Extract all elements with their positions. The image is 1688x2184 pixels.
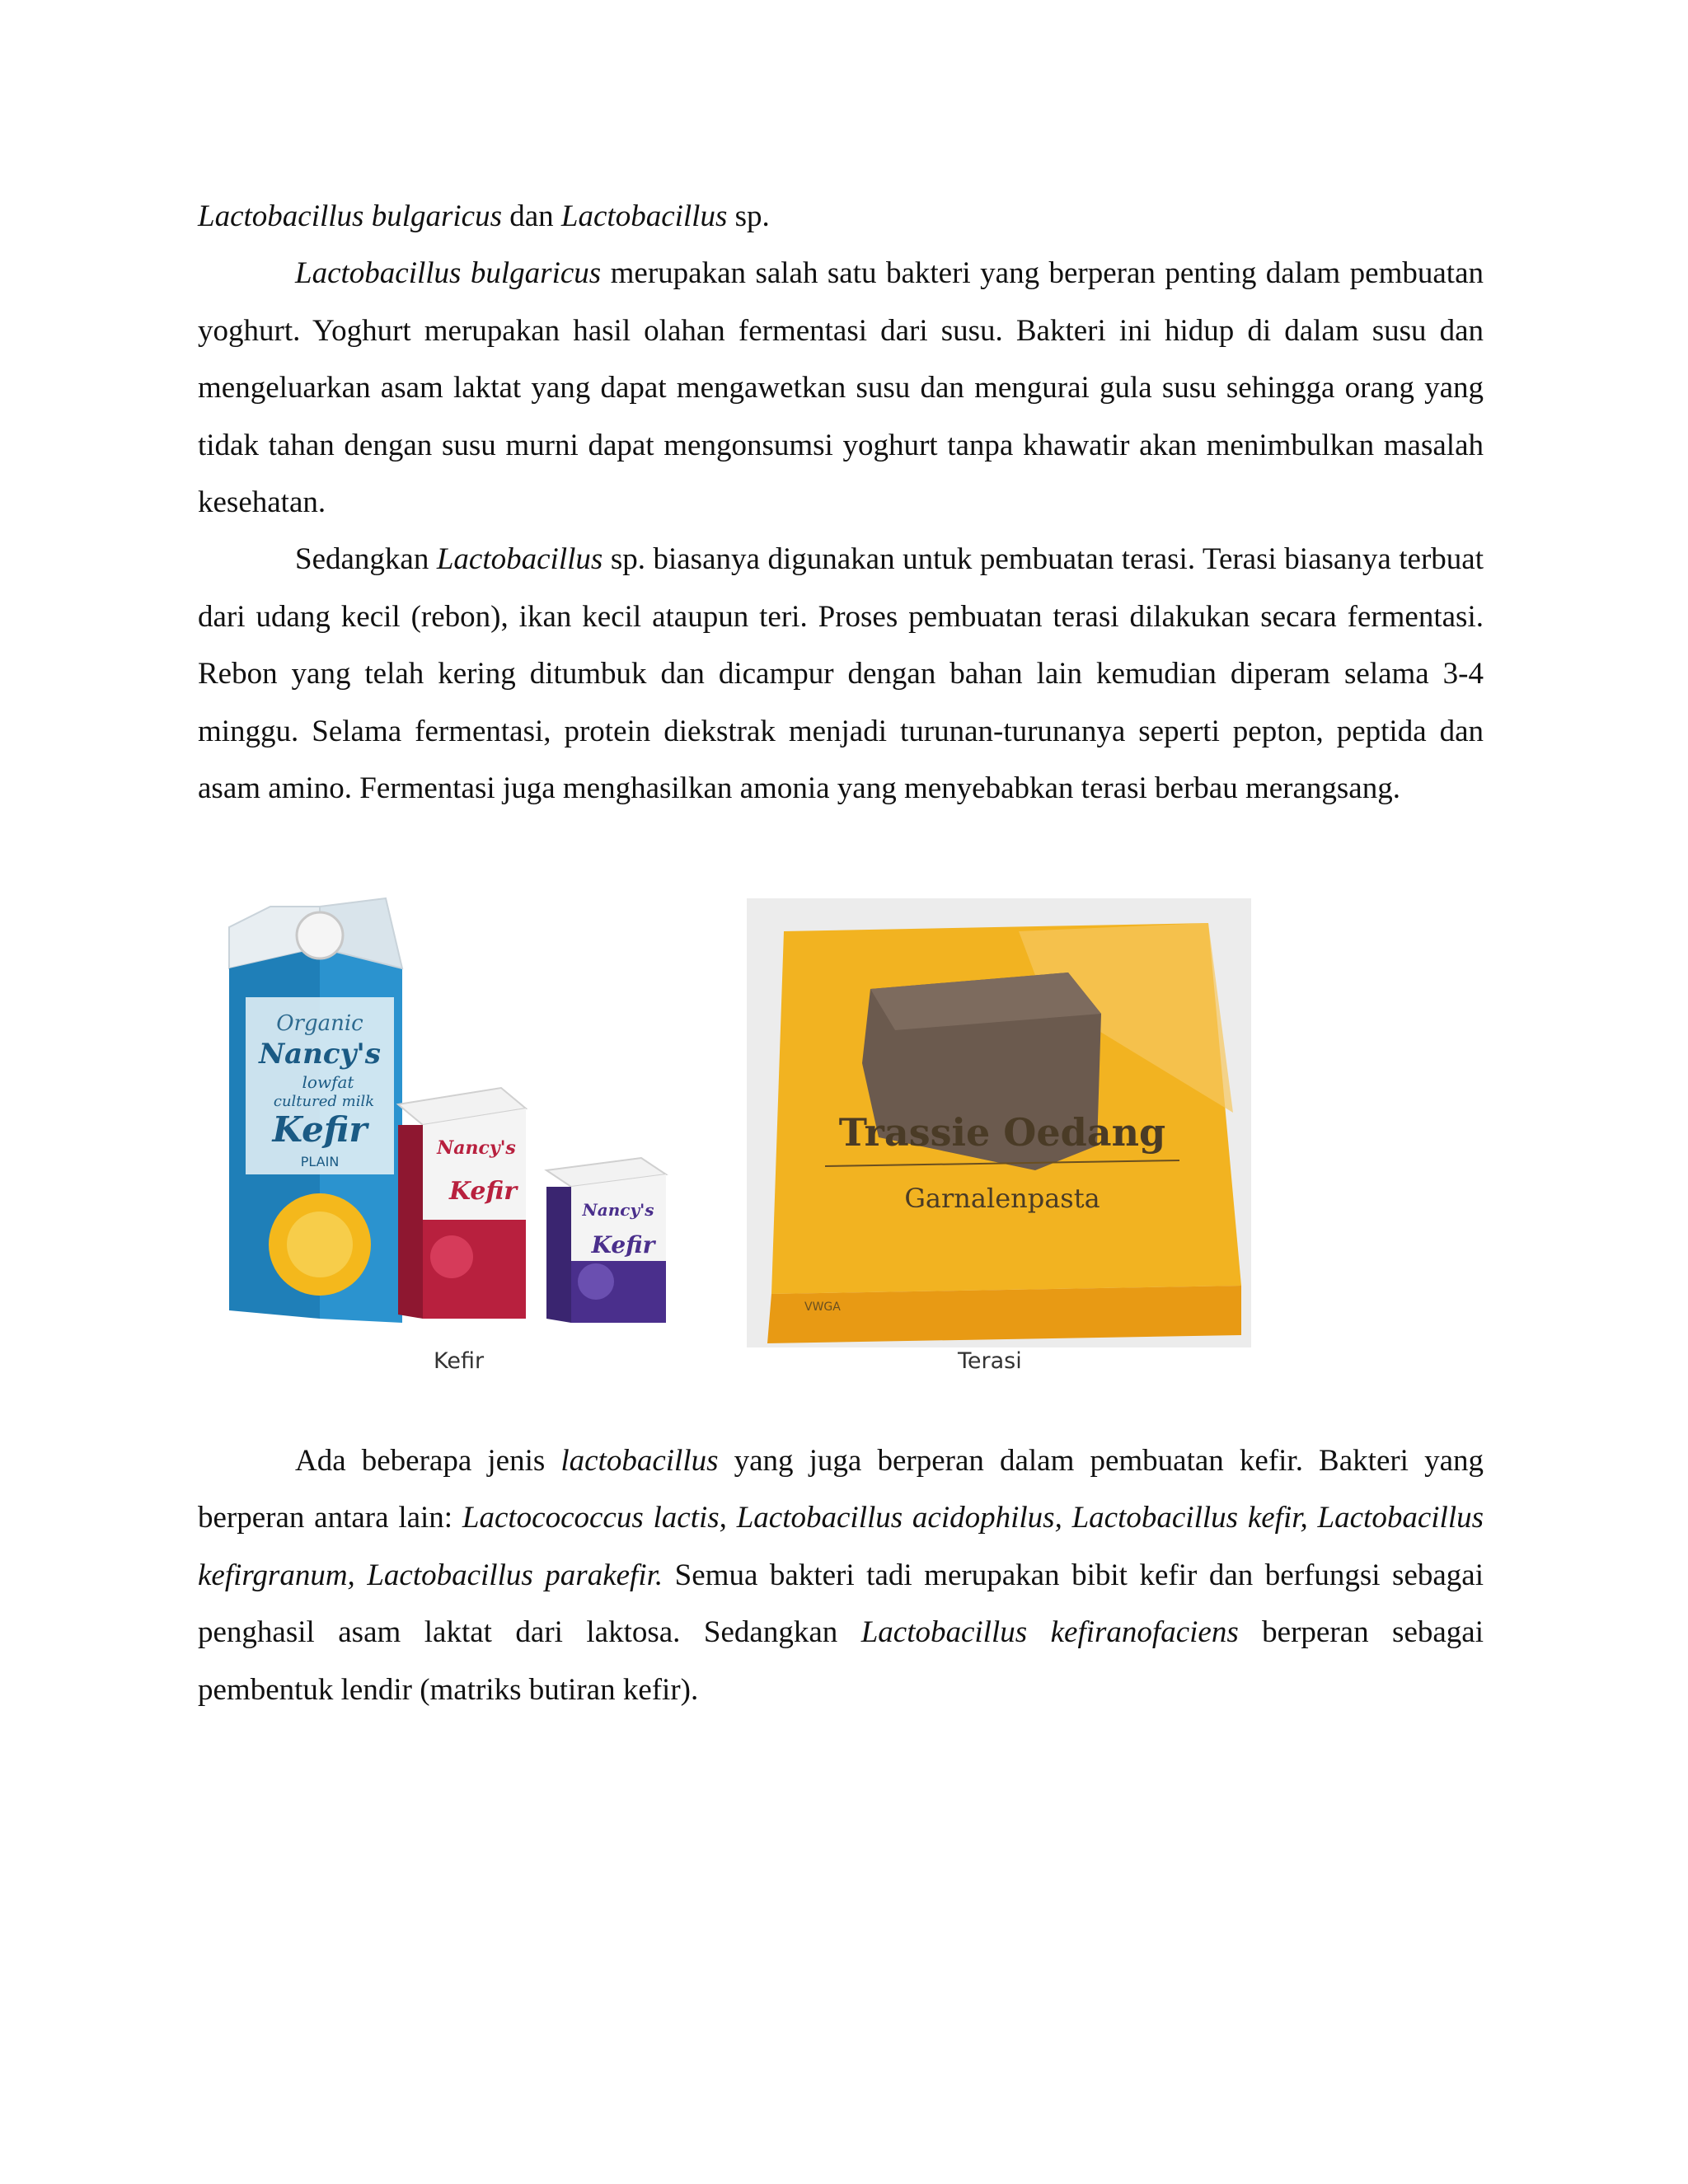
- paragraph-1: [198, 188, 1484, 245]
- text-block-top: [198, 188, 1484, 817]
- product-lowfat: lowfat: [302, 1072, 354, 1092]
- box-title: Trassie Oedang: [838, 1110, 1166, 1155]
- paragraph-3: [198, 531, 1484, 817]
- brand-name: Nancy's: [259, 1038, 381, 1071]
- product-kefir-2: Kefir: [448, 1177, 518, 1206]
- carton3-side: [546, 1187, 571, 1323]
- brand-name-3: Nancy's: [582, 1200, 654, 1220]
- box-brand: VWGA: [804, 1301, 841, 1314]
- raspberry-icon: [430, 1235, 473, 1278]
- species-list: Lactocococcus lactis, Lactobacillus acidophilus, Lactobacillus kefir, Lactobacillus kefirgranum, Lactobacillus parakefir.: [198, 1501, 1484, 1592]
- box-front: [767, 1286, 1241, 1343]
- species-name: lactobacillus: [560, 1444, 719, 1478]
- species-name: Lactobacillus: [436, 542, 603, 577]
- terasi-caption: Terasi: [958, 1348, 1022, 1374]
- terasi-image: [747, 898, 1251, 1347]
- kefir-caption: Kefir: [434, 1348, 485, 1374]
- kefir-image: [221, 890, 709, 1335]
- paragraph-4: [198, 1432, 1484, 1718]
- species-name: Lactobacillus kefiranofaciens: [860, 1615, 1239, 1650]
- cap-icon: [297, 912, 343, 958]
- flavor-plain: PLAIN: [300, 1154, 340, 1169]
- text-run: Sedangkan: [295, 542, 437, 577]
- text-run: yang juga berperan dalam pembuatan kefir. Bakteri yang berperan antara lain:: [198, 1444, 1484, 1535]
- text-run: Semua bakteri tadi merupakan bibit kefir dan berfungsi sebagai penghasil asam laktat dari laktosa. Sedangkan: [198, 1558, 1484, 1650]
- kefir-cartons-illustration: [221, 890, 709, 1335]
- sun-core: [287, 1212, 353, 1277]
- text-run: Ada beberapa jenis: [295, 1444, 561, 1478]
- brand-organic: Organic: [276, 1011, 363, 1036]
- brand-name-2: Nancy's: [437, 1137, 516, 1159]
- product-cultured: cultured milk: [273, 1093, 375, 1110]
- blackberry-icon: [578, 1263, 614, 1300]
- text-run: dan: [501, 199, 561, 233]
- species-name: Lactobacillus bulgaricus: [295, 256, 602, 291]
- product-kefir-3: Kefir: [591, 1231, 655, 1258]
- species-name: Lactobacillus: [560, 199, 728, 233]
- product-kefir: Kefir: [272, 1109, 368, 1150]
- text-run: merupakan salah satu bakteri yang berperan penting dalam pembuatan yoghurt. Yoghurt merupakan hasil olahan fermentasi dari susu. Bakteri ini hidup di dalam susu dan mengeluarkan asam laktat yang dapat mengawetkan susu dan mengurai gula susu sehingga orang yang tidak tahan dengan susu murni dapat mengonsumsi yoghurt tanpa khawatir akan menimbulkan masalah kesehatan.: [198, 256, 1484, 520]
- species-name: Lactobacillus bulgaricus: [198, 199, 502, 233]
- text-run: sp.: [727, 199, 770, 233]
- text-block-bottom: [198, 1432, 1484, 1718]
- carton2-side: [398, 1125, 423, 1319]
- text-run: berperan sebagai pembentuk lendir (matriks butiran kefir).: [198, 1615, 1484, 1707]
- text-run: sp. biasanya digunakan untuk pembuatan terasi. Terasi biasanya terbuat dari udang kecil (rebon), ikan kecil ataupun teri. Proses pembuatan terasi dilakukan secara fermentasi. Rebon yang telah kering ditumbuk dan dicampur dengan bahan lain kemudian diperam selama 3-4 minggu. Selama fermentasi, protein diekstrak menjadi turunan-turunanya seperti pepton, peptida dan asam amino. Fermentasi juga menghasilkan amonia yang menyebabkan terasi berbau merangsang.: [198, 542, 1484, 806]
- paragraph-2: [198, 245, 1484, 531]
- terasi-box-illustration: [747, 898, 1251, 1347]
- box-subtitle: Garnalenpasta: [904, 1183, 1100, 1214]
